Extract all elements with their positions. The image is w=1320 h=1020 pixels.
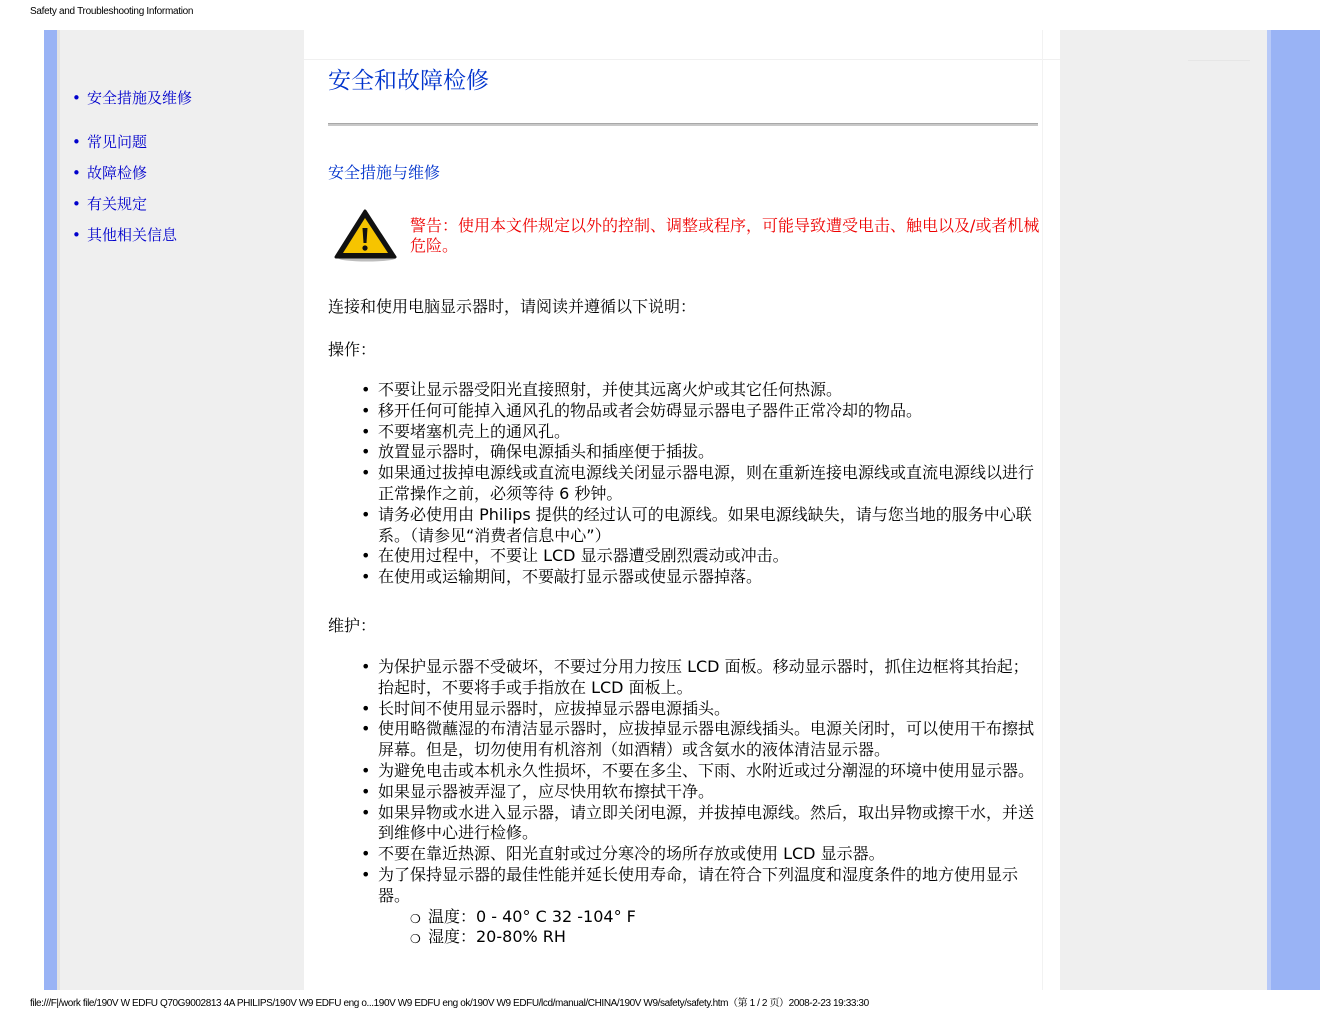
sidebar-item-label[interactable]: 有关规定: [87, 195, 148, 213]
sidebar-item-label[interactable]: 安全措施及维修: [87, 89, 193, 107]
list-item: • 为保护显示器不受破坏，不要过分用力按压 LCD 面板。移动显示器时，抓住边框将其抬起；抬起时，不要将手或手指放在 LCD 面板上。: [361, 657, 1029, 697]
bullet-icon: •: [361, 421, 371, 441]
list-item: • 不要在靠近热源、阳光直射或过分寒冷的场所存放或使用 LCD 显示器。: [361, 844, 885, 864]
list-item: • 请务必使用由 Philips 提供的经过认可的电源线。如果电源线缺失，请与您当地的服务中心联系。（请参见“消费者信息中心”）: [361, 504, 1032, 545]
sidebar-item-label[interactable]: 常见问题: [87, 133, 148, 151]
operation-list: [361, 380, 1040, 588]
content-right-rule: [1042, 30, 1043, 990]
sidebar-item-safety[interactable]: [72, 88, 192, 108]
sidebar-item-other-info[interactable]: [72, 225, 192, 245]
list-item: • 为避免电击或本机永久性损坏，不要在多尘、下雨、水附近或过分潮湿的环境中使用显示器。: [361, 760, 1035, 780]
bullet-icon: •: [361, 546, 371, 566]
sidebar-nav: [72, 88, 192, 245]
bullet-icon: •: [361, 504, 371, 524]
title-divider: [328, 123, 1038, 126]
list-item: • 如果通过拔掉电源线或直流电源线关闭显示器电源，则在重新连接电源线或直流电源线以进行正常操作之前，必须等待 6 秒钟。: [361, 463, 1035, 503]
bullet-icon: •: [72, 164, 81, 182]
bullet-icon: •: [361, 463, 371, 483]
bullet-icon: •: [72, 226, 81, 244]
bullet-icon: •: [361, 442, 371, 462]
sidebar-item-label[interactable]: 其他相关信息: [87, 226, 178, 244]
list-item: • 不要让显示器受阳光直接照射，并使其远离火炉或其它任何热源。: [361, 380, 843, 399]
bullet-icon: •: [361, 760, 371, 780]
page-title: 安全和故障检修: [328, 68, 489, 94]
print-header: Safety and Troubleshooting Information: [30, 6, 194, 17]
list-item: • 放置显示器时，确保电源插头和插座便于插拔。: [361, 442, 715, 462]
sidebar-item-regulatory[interactable]: [72, 194, 192, 214]
content-top-rule: [304, 59, 1060, 60]
list-item: • 长时间不使用显示器时，应拔掉显示器电源插头。: [361, 698, 731, 718]
bullet-icon: •: [361, 380, 371, 399]
bullet-icon: •: [361, 719, 371, 739]
bullet-icon: •: [361, 864, 371, 884]
right-frame-bar: [1267, 30, 1320, 990]
bullet-icon: •: [361, 802, 371, 822]
bullet-icon: •: [361, 698, 371, 718]
bullet-icon: •: [361, 781, 371, 801]
warning-text: 警告：使用本文件规定以外的控制、调整或程序，可能导致遭受电击、触电以及/或者机械危险。: [410, 216, 1040, 255]
bullet-icon: •: [361, 400, 371, 420]
maintenance-list: [361, 657, 1040, 948]
list-item: • 为了保持显示器的最佳性能并延长使用寿命，请在符合下列温度和湿度条件的地方使用显示器。 ❍ 温度：0 - 40° C 32 -104° F ❍ 湿度：20-80% RH: [378, 865, 1040, 948]
intro-text: 连接和使用电脑显示器时，请阅读并遵循以下说明：: [328, 297, 697, 316]
humidity-condition: ❍ 湿度：20-80% RH: [378, 927, 1040, 948]
sidebar-item-faq[interactable]: [72, 132, 192, 152]
list-item: • 使用略微蘸湿的布清洁显示器时，应拔掉显示器电源线插头。电源关闭时，可以使用干布擦拭屏幕。但是，切勿使用有机溶剂（如酒精）或含氨水的液体清洁显示器。: [361, 719, 1035, 760]
circle-bullet-icon: ❍: [410, 932, 421, 947]
bullet-icon: •: [361, 844, 371, 864]
temperature-condition: ❍ 温度：0 - 40° C 32 -104° F: [378, 907, 1040, 928]
right-frame-edge: [1267, 30, 1271, 990]
bullet-icon: •: [361, 567, 371, 587]
list-item: • 如果显示器被弄湿了，应尽快用软布擦拭干净。: [361, 781, 715, 801]
warning-triangle-icon: [334, 208, 398, 262]
sidebar-item-label[interactable]: 故障检修: [87, 164, 148, 182]
bullet-icon: •: [72, 133, 81, 151]
left-frame-bar: [44, 30, 57, 990]
maintenance-heading: 维护：: [328, 616, 377, 635]
operation-heading: 操作：: [328, 340, 377, 359]
print-footer: file:///F|/work file/190V W EDFU Q70G9002813 4A PHILIPS/190V W9 EDFU eng o...190V W9 EDFU eng ok/190V W9 EDFU/lcd/manual/CHINA/190V W9/safety/safety.htm（第 1 / 2 页）2008-2-23 19:33:30: [30, 998, 869, 1009]
list-item: • 在使用或运输期间，不要敲打显示器或使显示器掉落。: [361, 567, 763, 587]
list-item: • 不要堵塞机壳上的通风孔。: [361, 421, 571, 441]
sidebar-item-troubleshooting[interactable]: [72, 163, 192, 183]
circle-bullet-icon: ❍: [410, 911, 421, 926]
bullet-icon: •: [361, 657, 371, 676]
right-panel: [1060, 30, 1267, 990]
right-panel-rule: [1188, 60, 1250, 61]
bullet-icon: •: [72, 195, 81, 213]
list-item: • 如果异物或水进入显示器，请立即关闭电源，并拔掉电源线。然后，取出异物或擦干水，并送到维修中心进行检修。: [361, 802, 1035, 843]
section-title: 安全措施与维修: [328, 163, 441, 182]
conditions-list: [378, 907, 1040, 949]
bullet-icon: •: [72, 89, 81, 107]
list-item: • 移开任何可能掉入通风孔的物品或者会妨碍显示器电子器件正常冷却的物品。: [361, 400, 923, 420]
list-item: • 在使用过程中，不要让 LCD 显示器遭受剧烈震动或冲击。: [361, 546, 789, 566]
